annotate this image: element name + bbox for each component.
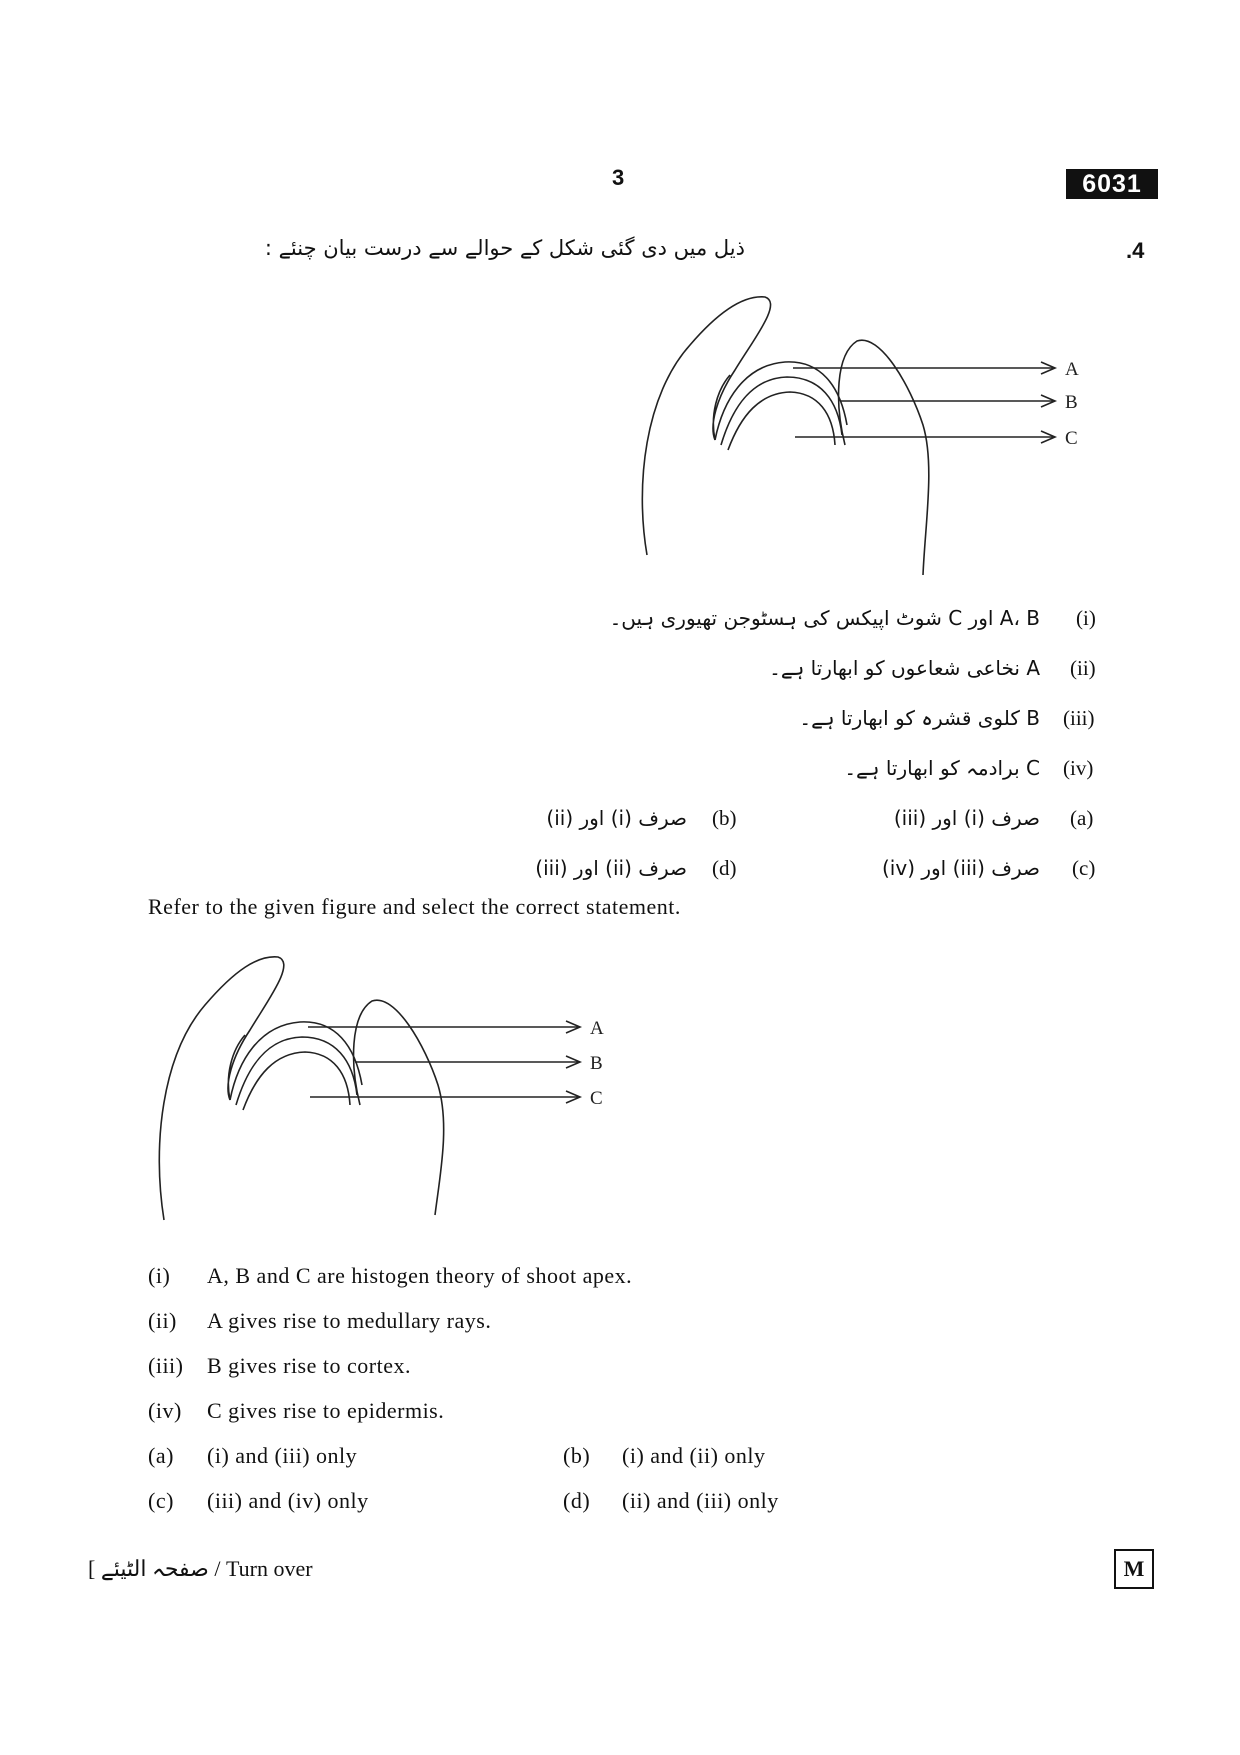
urdu-statement: C برادمہ کو ابھارتا ہے۔ bbox=[844, 756, 1040, 780]
urdu-statement: A، B اور C شوٹ اپیکس کی ہسٹوجن تھیوری ہیں۔ bbox=[609, 606, 1040, 630]
paper-code-badge: 6031 bbox=[1066, 169, 1158, 199]
english-option-mark: (a) bbox=[148, 1443, 174, 1468]
urdu-option-mark: (b) bbox=[712, 806, 737, 830]
urdu-option-mark: (c) bbox=[1072, 856, 1096, 880]
english-statement-mark: (ii) bbox=[148, 1308, 177, 1333]
urdu-statement-mark: (iv) bbox=[1063, 756, 1094, 780]
urdu-shoot-apex-figure bbox=[635, 285, 1095, 585]
english-statement-mark: (iii) bbox=[148, 1353, 184, 1378]
english-statement: A, B and C are histogen theory of shoot apex. bbox=[207, 1263, 633, 1288]
urdu-statement-mark: (i) bbox=[1076, 606, 1096, 630]
turn-over-note: [ صفحہ الٹیئے / Turn over bbox=[88, 1556, 313, 1581]
urdu-statement: B کلوی قشرہ کو ابھارتا ہے۔ bbox=[799, 706, 1040, 730]
urdu-option-mark: (d) bbox=[712, 856, 737, 880]
figure-label-a: A bbox=[1065, 359, 1079, 380]
english-statement: A gives rise to medullary rays. bbox=[207, 1308, 492, 1333]
figure-label-a: A bbox=[590, 1018, 604, 1039]
urdu-option-mark: (a) bbox=[1070, 806, 1094, 830]
urdu-option: صرف (i) اور (iii) bbox=[893, 806, 1040, 830]
english-option-mark: (c) bbox=[148, 1488, 174, 1513]
urdu-question-stem: ذیل میں دی گئی شکل کے حوالے سے درست بیان چنئے : bbox=[264, 236, 745, 260]
english-statement: C gives rise to epidermis. bbox=[207, 1398, 445, 1423]
figure-label-c: C bbox=[1065, 428, 1078, 449]
shoot-apex-diagram bbox=[635, 285, 1095, 585]
english-option: (ii) and (iii) only bbox=[622, 1488, 779, 1513]
english-option-mark: (b) bbox=[563, 1443, 591, 1468]
shoot-apex-diagram bbox=[150, 945, 610, 1235]
urdu-statement-mark: (ii) bbox=[1070, 656, 1096, 680]
urdu-option: صرف (ii) اور (iii) bbox=[535, 856, 687, 880]
urdu-option: صرف (iii) اور (iv) bbox=[881, 856, 1040, 880]
english-option: (i) and (ii) only bbox=[622, 1443, 766, 1468]
english-option: (i) and (iii) only bbox=[207, 1443, 358, 1468]
english-option-mark: (d) bbox=[563, 1488, 591, 1513]
english-statement-mark: (iv) bbox=[148, 1398, 182, 1423]
figure-label-b: B bbox=[1065, 392, 1078, 413]
english-shoot-apex-figure bbox=[150, 945, 610, 1235]
urdu-option: صرف (i) اور (ii) bbox=[546, 806, 687, 830]
question-number: .4 bbox=[1126, 238, 1145, 263]
english-option: (iii) and (iv) only bbox=[207, 1488, 369, 1513]
urdu-statement: A نخاعی شعاعوں کو ابھارتا ہے۔ bbox=[769, 656, 1040, 680]
english-question-stem: Refer to the given figure and select the correct statement. bbox=[148, 894, 681, 919]
page-number: 3 bbox=[612, 165, 625, 190]
figure-label-b: B bbox=[590, 1053, 603, 1074]
medium-letter-box: M bbox=[1114, 1549, 1154, 1589]
english-statement-mark: (i) bbox=[148, 1263, 171, 1288]
figure-label-c: C bbox=[590, 1088, 603, 1109]
english-statement: B gives rise to cortex. bbox=[207, 1353, 411, 1378]
urdu-statement-mark: (iii) bbox=[1063, 706, 1095, 730]
